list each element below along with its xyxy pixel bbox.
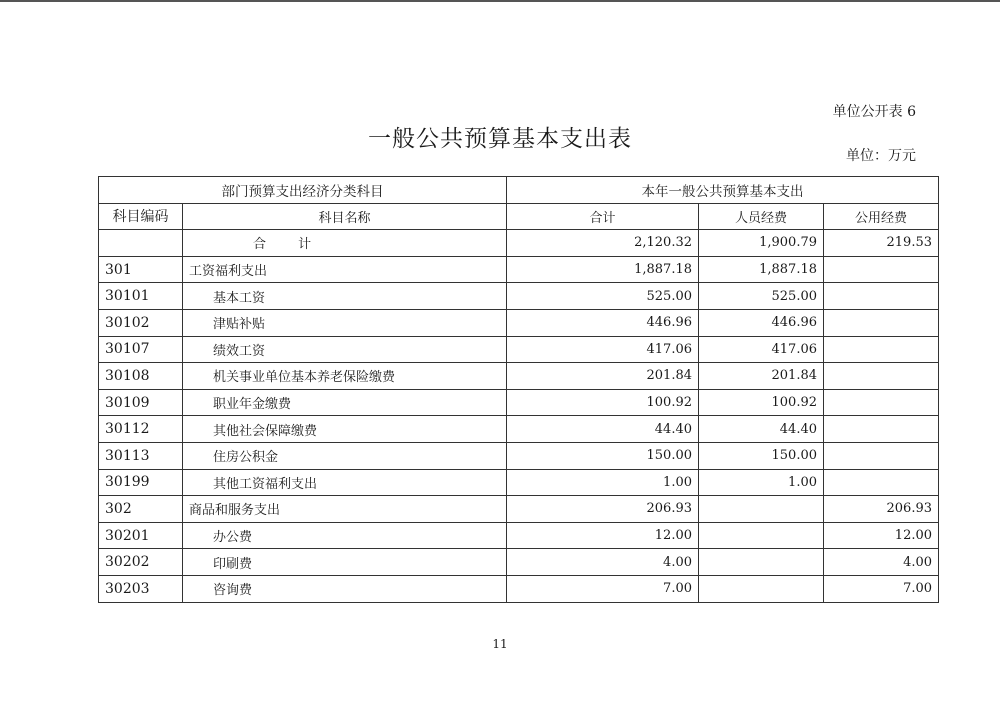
budget-table bbox=[98, 176, 939, 603]
row-code: 30199 bbox=[99, 469, 183, 496]
total-sum: 2,120.32 bbox=[507, 230, 699, 257]
row-name: 商品和服务支出 bbox=[183, 496, 507, 523]
row-code: 30202 bbox=[99, 549, 183, 576]
scan-top-edge bbox=[0, 0, 1000, 2]
row-total: 1.00 bbox=[507, 469, 699, 496]
row-total: 44.40 bbox=[507, 416, 699, 443]
table-row bbox=[99, 469, 939, 496]
header-group-right: 本年一般公共预算基本支出 bbox=[507, 177, 939, 204]
row-total: 4.00 bbox=[507, 549, 699, 576]
row-personnel: 150.00 bbox=[699, 442, 824, 469]
row-public bbox=[824, 336, 939, 363]
row-personnel: 100.92 bbox=[699, 389, 824, 416]
page-number: 11 bbox=[492, 637, 508, 651]
row-code: 30107 bbox=[99, 336, 183, 363]
row-code: 30112 bbox=[99, 416, 183, 443]
header-col-public: 公用经费 bbox=[824, 203, 939, 230]
row-code: 30102 bbox=[99, 309, 183, 336]
row-personnel: 1,887.18 bbox=[699, 256, 824, 283]
table-row bbox=[99, 389, 939, 416]
row-public bbox=[824, 442, 939, 469]
table-row bbox=[99, 363, 939, 390]
header-col-code: 科目编码 bbox=[99, 203, 183, 230]
header-group-left: 部门预算支出经济分类科目 bbox=[99, 177, 507, 204]
row-code: 30108 bbox=[99, 363, 183, 390]
table-row bbox=[99, 336, 939, 363]
header-col-total: 合计 bbox=[507, 203, 699, 230]
total-code-cell bbox=[99, 230, 183, 257]
row-personnel bbox=[699, 496, 824, 523]
row-public: 12.00 bbox=[824, 522, 939, 549]
header-col-name: 科目名称 bbox=[183, 203, 507, 230]
row-public bbox=[824, 389, 939, 416]
row-total: 12.00 bbox=[507, 522, 699, 549]
row-public bbox=[824, 363, 939, 390]
row-code: 30101 bbox=[99, 283, 183, 310]
row-total: 417.06 bbox=[507, 336, 699, 363]
table-row bbox=[99, 496, 939, 523]
row-personnel: 1.00 bbox=[699, 469, 824, 496]
row-name: 基本工资 bbox=[183, 283, 507, 310]
form-number: 单位公开表 6 bbox=[832, 104, 916, 120]
row-public bbox=[824, 283, 939, 310]
table-row bbox=[99, 309, 939, 336]
row-total: 1,887.18 bbox=[507, 256, 699, 283]
row-name: 机关事业单位基本养老保险缴费 bbox=[183, 363, 507, 390]
row-name: 咨询费 bbox=[183, 575, 507, 602]
row-name: 津贴补贴 bbox=[183, 309, 507, 336]
row-personnel bbox=[699, 549, 824, 576]
table-row bbox=[99, 522, 939, 549]
table-row bbox=[99, 416, 939, 443]
table-row bbox=[99, 442, 939, 469]
row-total: 7.00 bbox=[507, 575, 699, 602]
table-row bbox=[99, 549, 939, 576]
row-total: 100.92 bbox=[507, 389, 699, 416]
row-total: 201.84 bbox=[507, 363, 699, 390]
total-public: 219.53 bbox=[824, 230, 939, 257]
row-name: 工资福利支出 bbox=[183, 256, 507, 283]
total-label: 合 计 bbox=[183, 230, 507, 257]
unit-label: 单位：万元 bbox=[846, 148, 916, 164]
header-col-personnel: 人员经费 bbox=[699, 203, 824, 230]
total-personnel: 1,900.79 bbox=[699, 230, 824, 257]
row-personnel: 446.96 bbox=[699, 309, 824, 336]
row-name: 印刷费 bbox=[183, 549, 507, 576]
row-public bbox=[824, 469, 939, 496]
total-row bbox=[99, 230, 939, 257]
table-row bbox=[99, 575, 939, 602]
row-public bbox=[824, 416, 939, 443]
row-personnel: 417.06 bbox=[699, 336, 824, 363]
row-name: 住房公积金 bbox=[183, 442, 507, 469]
row-total: 150.00 bbox=[507, 442, 699, 469]
row-total: 446.96 bbox=[507, 309, 699, 336]
row-public bbox=[824, 256, 939, 283]
row-personnel bbox=[699, 575, 824, 602]
row-public: 7.00 bbox=[824, 575, 939, 602]
row-public: 206.93 bbox=[824, 496, 939, 523]
header-group-row bbox=[99, 177, 939, 204]
row-code: 30201 bbox=[99, 522, 183, 549]
row-personnel: 44.40 bbox=[699, 416, 824, 443]
header-column-row bbox=[99, 203, 939, 230]
row-name: 绩效工资 bbox=[183, 336, 507, 363]
row-total: 525.00 bbox=[507, 283, 699, 310]
row-public bbox=[824, 309, 939, 336]
row-code: 301 bbox=[99, 256, 183, 283]
row-name: 职业年金缴费 bbox=[183, 389, 507, 416]
row-code: 30113 bbox=[99, 442, 183, 469]
row-personnel: 201.84 bbox=[699, 363, 824, 390]
table-row bbox=[99, 256, 939, 283]
row-name: 办公费 bbox=[183, 522, 507, 549]
row-total: 206.93 bbox=[507, 496, 699, 523]
table-row bbox=[99, 283, 939, 310]
row-code: 30203 bbox=[99, 575, 183, 602]
row-name: 其他社会保障缴费 bbox=[183, 416, 507, 443]
row-public: 4.00 bbox=[824, 549, 939, 576]
row-personnel: 525.00 bbox=[699, 283, 824, 310]
page-title: 一般公共预算基本支出表 bbox=[368, 126, 632, 152]
row-personnel bbox=[699, 522, 824, 549]
row-code: 30109 bbox=[99, 389, 183, 416]
row-code: 302 bbox=[99, 496, 183, 523]
row-name: 其他工资福利支出 bbox=[183, 469, 507, 496]
